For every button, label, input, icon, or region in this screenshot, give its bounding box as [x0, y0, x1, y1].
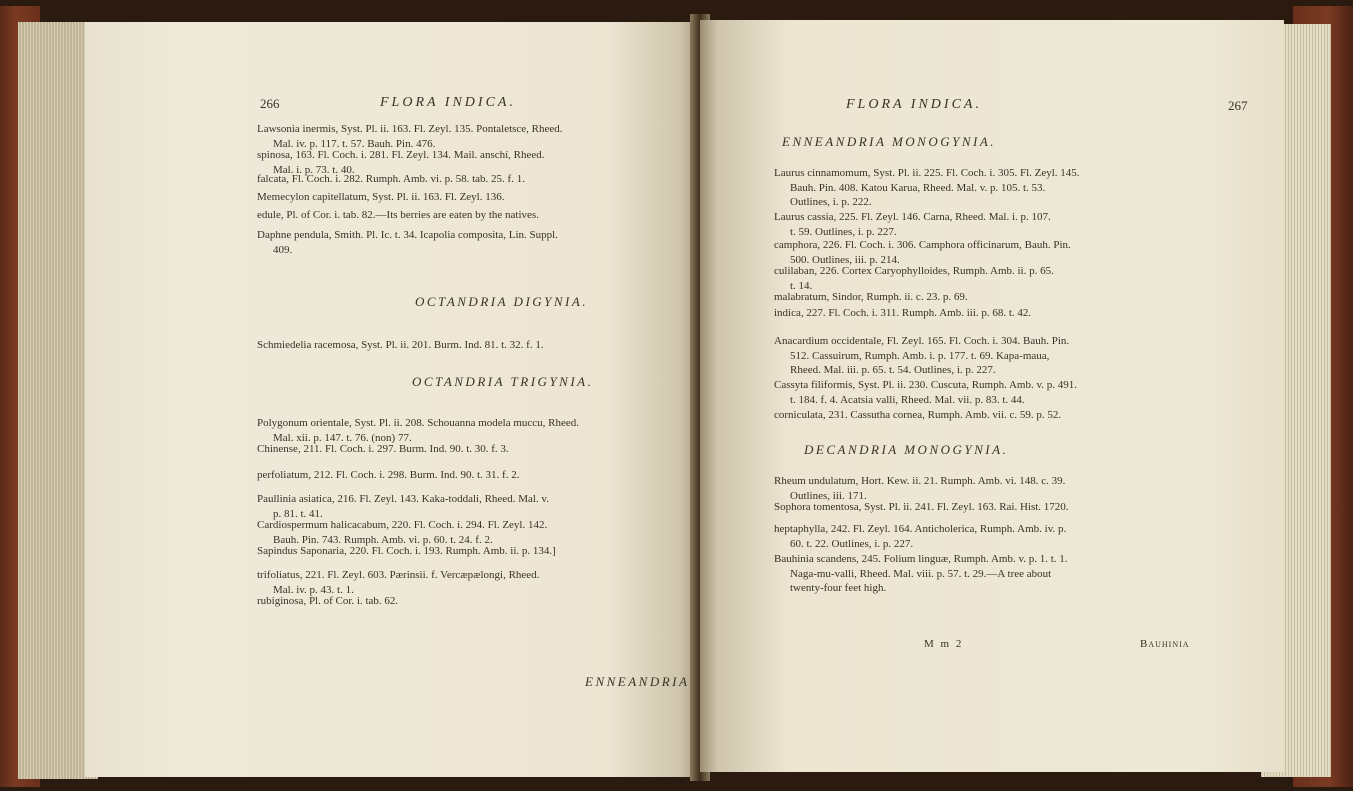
citation-entry	[257, 122, 563, 151]
left-page	[85, 22, 698, 777]
citation-entry	[257, 594, 398, 609]
citation-entry	[774, 210, 1051, 239]
citation-entry	[257, 544, 556, 559]
citation-entry	[774, 166, 1080, 210]
citation-entry	[257, 442, 509, 457]
citation-entry	[257, 338, 544, 353]
entry-line: trifoliatus, 221. Fl. Zeyl. 603. Pærinsii. f. Vercæpælongi, Rheed.	[257, 569, 540, 581]
entry-line: 409.	[273, 243, 293, 256]
citation-entry	[774, 522, 1066, 551]
entry-line: p. 81. t. 41.	[273, 507, 323, 520]
signature-mark: M m 2	[924, 638, 964, 650]
entry-line: Bauhinia scandens, 245. Folium linguæ, Rumph. Amb. v. p. 1. t. 1.	[774, 553, 1068, 565]
entry-line: Mal. i. p. 73. t. 40.	[273, 163, 355, 176]
catchword: ENNEANDRIA	[585, 674, 690, 689]
entry-line: Outlines, i. p. 222.	[790, 196, 872, 208]
entry-line: falcata, Fl. Coch. i. 282. Rumph. Amb. vi. p. 58. tab. 25. f. 1.	[257, 173, 525, 185]
entry-line: Daphne pendula, Smith. Pl. Ic. t. 34. Icapolia composita, Lin. Suppl.	[257, 229, 558, 241]
entry-line: Mal. xii. p. 147. t. 76. (non) 77.	[273, 431, 412, 444]
citation-entry	[774, 474, 1065, 503]
entry-line: 512. Cassuirum, Rumph. Amb. i. p. 177. t. 69. Kapa-maua,	[790, 349, 1050, 362]
entry-line: Polygonum orientale, Syst. Pl. ii. 208. Schouanna modela muccu, Rheed.	[257, 417, 580, 429]
entry-line: heptaphylla, 242. Fl. Zeyl. 164. Anticholerica, Rumph. Amb. iv. p.	[774, 523, 1067, 535]
entry-line: Outlines, iii. 171.	[790, 489, 867, 502]
citation-entry	[257, 172, 525, 187]
entry-line: Mal. iv. p. 43. t. 1.	[273, 583, 354, 596]
entry-line: indica, 227. Fl. Coch. i. 311. Rumph. Amb. iii. p. 68. t. 42.	[774, 307, 1032, 319]
citation-entry	[257, 416, 579, 445]
entry-line: corniculata, 231. Cassutha cornea, Rumph. Amb. vii. c. 59. p. 52.	[774, 409, 1062, 421]
entry-line: Sapindus Saponaria, 220. Fl. Coch. i. 193. Rumph. Amb. ii. p. 134.]	[257, 545, 556, 557]
entry-line: Cardiospermum halicacabum, 220. Fl. Coch. i. 294. Fl. Zeyl. 142.	[257, 519, 548, 531]
page-number: 267	[1228, 98, 1248, 113]
entry-line: spinosa, 163. Fl. Coch. i. 281. Fl. Zeyl. 134. Mail. anschí, Rheed.	[257, 149, 545, 161]
entry-line: Paullinia asiatica, 216. Fl. Zeyl. 143. Kaka-toddali, Rheed. Mal. v.	[257, 493, 549, 505]
citation-entry	[774, 552, 1068, 596]
entry-line: Bauh. Pin. 743. Rumph. Amb. vi. p. 60. t. 24. f. 2.	[273, 533, 493, 546]
citation-entry	[774, 408, 1061, 423]
entry-line: 60. t. 22. Outlines, i. p. 227.	[790, 537, 914, 550]
citation-entry	[257, 208, 539, 223]
entry-line: rubiginosa, Pl. of Cor. i. tab. 62.	[257, 595, 399, 607]
section-heading: ENNEANDRIA MONOGYNIA.	[782, 134, 997, 149]
entry-line: culilaban, 226. Cortex Caryophylloides, Rumph. Amb. ii. p. 65.	[774, 265, 1054, 277]
entry-line: Laurus cinnamomum, Syst. Pl. ii. 225. Fl. Coch. i. 305. Fl. Zeyl. 145.	[774, 167, 1080, 179]
citation-entry	[774, 334, 1069, 378]
entry-line: Rheed. Mal. iii. p. 65. t. 54. Outlines, i. p. 227.	[790, 364, 996, 376]
citation-entry	[774, 306, 1031, 321]
entry-line: Cassyta filiformis, Syst. Pl. ii. 230. Cuscuta, Rumph. Amb. v. p. 491.	[774, 379, 1078, 391]
citation-entry	[774, 378, 1077, 407]
entry-line: Schmiedelia racemosa, Syst. Pl. ii. 201. Burm. Ind. 81. t. 32. f. 1.	[257, 339, 544, 351]
entry-line: camphora, 226. Fl. Coch. i. 306. Camphora officinarum, Bauh. Pin.	[774, 239, 1071, 251]
entry-line: edule, Pl. of Cor. i. tab. 82.—Its berries are eaten by the natives.	[257, 209, 539, 221]
entry-line: Anacardium occidentale, Fl. Zeyl. 165. Fl. Coch. i. 304. Bauh. Pin.	[774, 335, 1070, 347]
citation-entry	[257, 468, 519, 483]
catchword: Bauhinia	[1140, 638, 1190, 650]
entry-line: Mal. iv. p. 117. t. 57. Bauh. Pin. 476.	[273, 137, 436, 150]
entry-line: t. 59. Outlines, i. p. 227.	[790, 225, 897, 238]
entry-line: Lawsonia inermis, Syst. Pl. ii. 163. Fl. Zeyl. 135. Pontaletsce, Rheed.	[257, 123, 563, 135]
citation-entry	[257, 190, 504, 205]
entry-line: twenty-four feet high.	[790, 582, 887, 594]
running-head: FLORA INDICA.	[380, 95, 516, 110]
entry-line: Naga-mu-valli, Rheed. Mal. viii. p. 57. t. 29.—A tree about	[790, 567, 1052, 580]
entry-line: t. 184. f. 4. Acatsia valli, Rheed. Mal. vii. p. 83. t. 44.	[790, 393, 1025, 406]
citation-entry	[774, 264, 1054, 293]
entry-line: perfoliatum, 212. Fl. Coch. i. 298. Burm. Ind. 90. t. 31. f. 2.	[257, 469, 520, 481]
entry-line: malabratum, Sindor, Rumph. ii. c. 23. p. 69.	[774, 291, 968, 303]
right-page	[700, 20, 1284, 772]
entry-line: Memecylon capitellatum, Syst. Pl. ii. 163. Fl. Zeyl. 136.	[257, 191, 505, 203]
section-heading: OCTANDRIA DIGYNIA.	[415, 294, 589, 309]
entry-line: t. 14.	[790, 279, 813, 292]
running-head: FLORA INDICA.	[846, 97, 982, 112]
entry-line: 500. Outlines, iii. p. 214.	[790, 253, 900, 266]
section-heading: DECANDRIA MONOGYNIA.	[804, 442, 1009, 457]
citation-entry	[257, 492, 549, 521]
section-heading: OCTANDRIA TRIGYNIA.	[412, 374, 594, 389]
entry-line: Laurus cassia, 225. Fl. Zeyl. 146. Carna, Rheed. Mal. i. p. 107.	[774, 211, 1051, 223]
citation-entry	[257, 228, 558, 257]
page-number: 266	[260, 96, 280, 111]
citation-entry	[257, 568, 539, 597]
entry-line: Chinense, 211. Fl. Coch. i. 297. Burm. Ind. 90. t. 30. f. 3.	[257, 443, 509, 455]
citation-entry	[774, 290, 968, 305]
citation-entry	[774, 500, 1069, 515]
entry-line: Sophora tomentosa, Syst. Pl. ii. 241. Fl. Zeyl. 163. Rai. Hist. 1720.	[774, 501, 1069, 513]
citation-entry	[257, 518, 547, 547]
citation-entry	[774, 238, 1071, 267]
entry-line: Bauh. Pin. 408. Katou Karua, Rheed. Mal. v. p. 105. t. 53.	[790, 181, 1046, 194]
entry-line: Rheum undulatum, Hort. Kew. ii. 21. Rumph. Amb. vi. 148. c. 39.	[774, 475, 1066, 487]
